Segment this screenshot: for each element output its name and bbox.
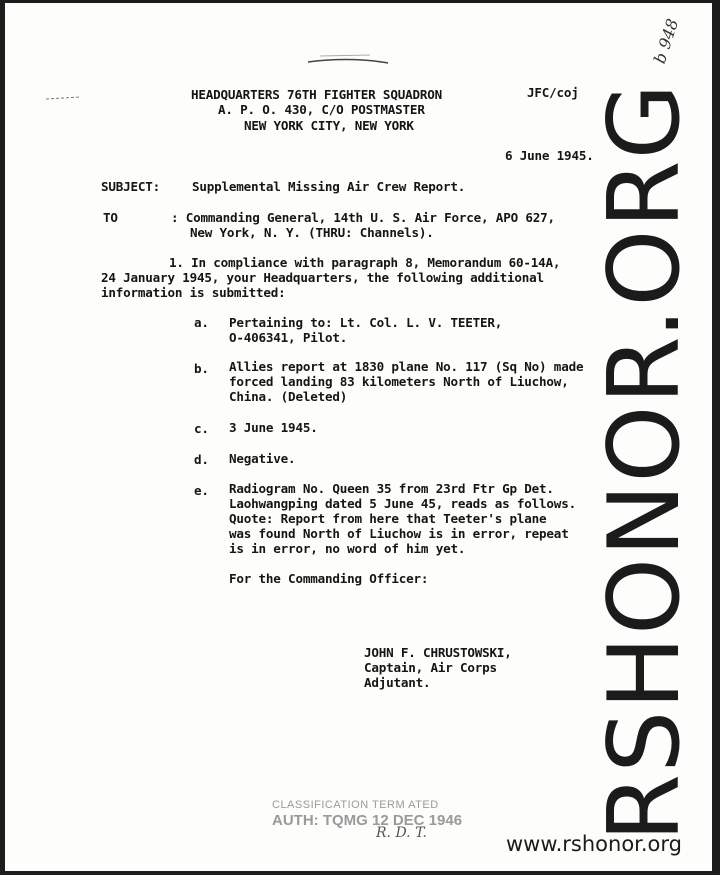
url-watermark: www.rshonor.org xyxy=(506,832,682,856)
item-a-line-2: O-406341, Pilot. xyxy=(229,330,348,345)
stamp-line-2: AUTH: TQMG 12 DEC 1946 xyxy=(272,812,463,829)
stamp-line-1: CLASSIFICATION TERM ATED xyxy=(272,799,439,811)
signature-name: JOHN F. CHRUSTOWSKI, xyxy=(364,645,512,660)
item-b-letter: b. xyxy=(194,361,209,376)
to-line-2: New York, N. Y. (THRU: Channels). xyxy=(190,225,434,240)
item-b-line-3: China. (Deleted) xyxy=(229,389,348,404)
item-d-line-1: Negative. xyxy=(229,451,296,466)
classification-stamp xyxy=(272,797,462,829)
scan-edge-left xyxy=(0,0,5,875)
item-e-line-4: was found North of Liuchow is in error, repeat xyxy=(229,526,569,541)
stamp-initials: R. D. T. xyxy=(376,825,427,841)
vertical-watermark: RSHONOR.ORG xyxy=(588,82,702,842)
item-c-letter: c. xyxy=(194,421,209,436)
paragraph-1-line-1: 1. In compliance with paragraph 8, Memorandum 60-14A, xyxy=(169,255,561,270)
item-d-letter: d. xyxy=(194,452,209,467)
scan-edge-top xyxy=(0,0,720,3)
letter-date: 6 June 1945. xyxy=(505,148,594,163)
signature-rank: Captain, Air Corps xyxy=(364,660,497,675)
item-e-line-5: is in error, no word of him yet. xyxy=(229,541,466,556)
subject-text: Supplemental Missing Air Crew Report. xyxy=(192,179,466,194)
header-line-unit: HEADQUARTERS 76TH FIGHTER SQUADRON xyxy=(191,87,442,102)
left-margin-mark xyxy=(44,93,84,105)
item-b-line-1: Allies report at 1830 plane No. 117 (Sq No) made xyxy=(229,359,584,374)
item-c-line-1: 3 June 1945. xyxy=(229,420,318,435)
to-line-1: : Commanding General, 14th U. S. Air Force, APO 627, xyxy=(171,210,555,225)
scan-edge-right xyxy=(712,0,720,875)
margin-note: b 948 xyxy=(650,16,683,66)
header-reference: JFC/coj xyxy=(527,85,579,100)
top-scribble-mark xyxy=(300,50,400,72)
header-line-apo: A. P. O. 430, C/O POSTMASTER xyxy=(218,102,425,117)
header-line-city: NEW YORK CITY, NEW YORK xyxy=(244,118,414,133)
item-e-line-3: Quote: Report from here that Teeter's plane xyxy=(229,511,547,526)
scan-edge-bottom xyxy=(0,871,720,875)
item-e-letter: e. xyxy=(194,483,209,498)
paragraph-1-line-3: information is submitted: xyxy=(101,285,286,300)
item-e-line-2: Laohwangping dated 5 June 45, reads as follows. xyxy=(229,496,576,511)
paragraph-1-line-2: 24 January 1945, your Headquarters, the following additional xyxy=(101,270,544,285)
signature-title: Adjutant. xyxy=(364,675,431,690)
item-a-line-1: Pertaining to: Lt. Col. L. V. TEETER, xyxy=(229,315,503,330)
to-label: TO xyxy=(103,210,118,225)
item-b-line-2: forced landing 83 kilometers North of Liuchow, xyxy=(229,374,569,389)
item-a-letter: a. xyxy=(194,315,209,330)
item-e-line-1: Radiogram No. Queen 35 from 23rd Ftr Gp Det. xyxy=(229,481,554,496)
closing-line: For the Commanding Officer: xyxy=(229,571,429,586)
subject-label: SUBJECT: xyxy=(101,179,161,194)
